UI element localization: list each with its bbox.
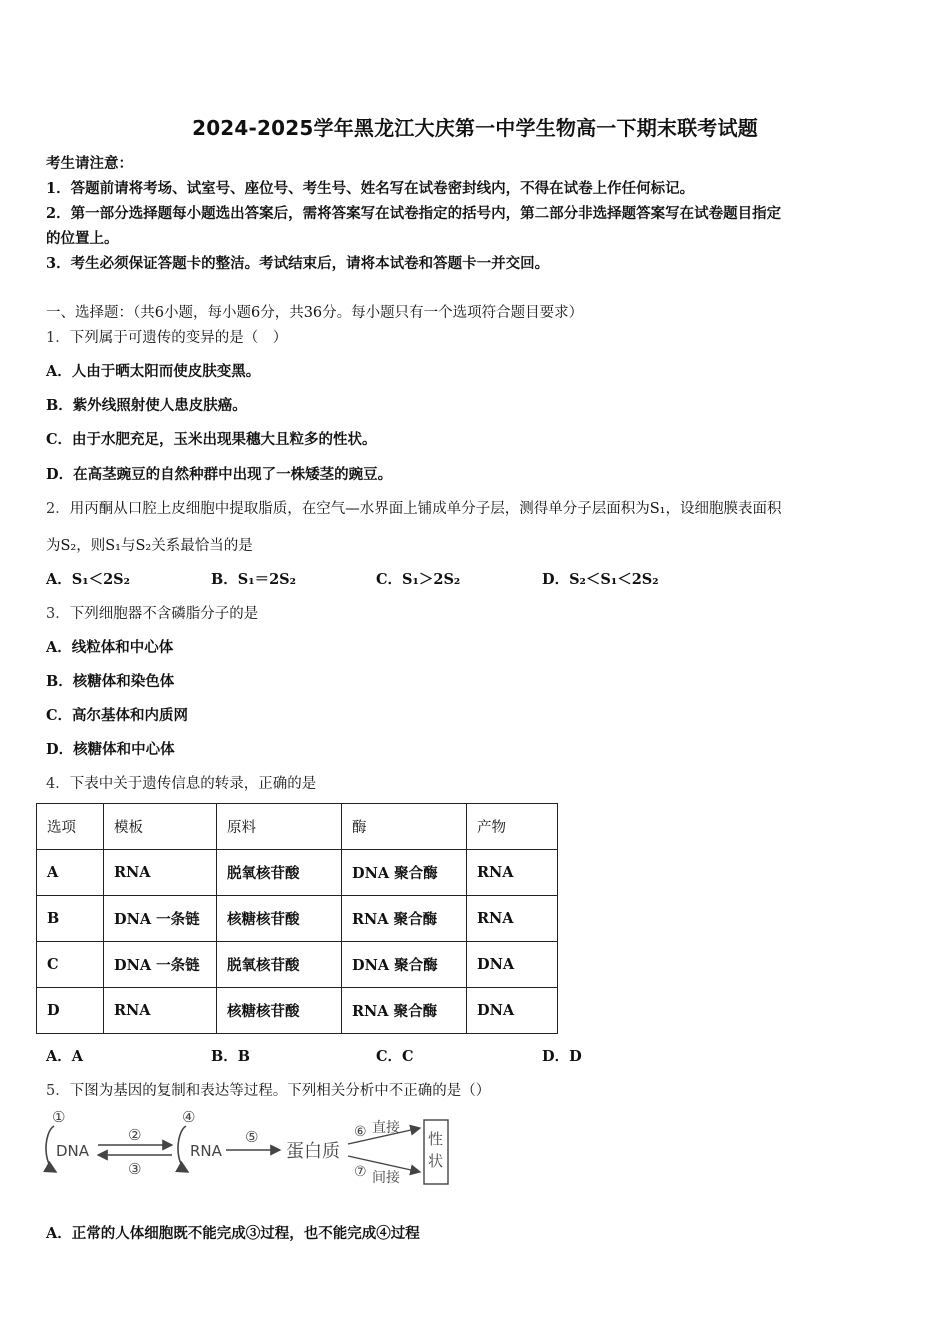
question-number: 4． [46, 776, 70, 792]
indirect-label: 间接 [372, 1170, 400, 1186]
question-number: 5． [46, 1083, 70, 1099]
q1-option-d[interactable]: D．在高茎豌豆的自然种群中出现了一株矮茎的豌豆。 [46, 466, 393, 483]
table-header: 模板 [104, 804, 217, 850]
table-cell: 脱氧核苷酸 [217, 850, 342, 896]
q4-option-b[interactable]: B．B [211, 1048, 251, 1065]
notice-item-2: 2．第一部分选择题每小题选出答案后，需将答案写在试卷指定的括号内，第二部分非选择题答案写在试卷题目指定 [46, 205, 782, 222]
q1-option-b[interactable]: B．紫外线照射使人患皮肤癌。 [46, 397, 247, 414]
question-stem: 下列细胞器不含磷脂分子的是 [69, 606, 259, 622]
q2-option-d[interactable]: D．S₂＜S₁＜2S₂ [542, 571, 659, 588]
q3-option-d[interactable]: D．核糖体和中心体 [46, 741, 175, 758]
rna-label: RNA [190, 1142, 222, 1160]
rna-replication-loop [178, 1126, 188, 1172]
direct-label: 直接 [372, 1120, 400, 1136]
question-5 [46, 1079, 490, 1100]
trait-char: 性 [428, 1130, 444, 1148]
question-stem: 用丙酮从口腔上皮细胞中提取脂质，在空气—水界面上铺成单分子层，测得单分子层面积为S₁，设细胞膜表面积 [69, 501, 782, 517]
q2-option-c[interactable]: C．S₁＞2S₂ [376, 571, 461, 588]
table-cell: RNA [104, 850, 217, 896]
notice-heading: 考生请注意： [46, 155, 133, 172]
table-cell: RNA 聚合酶 [342, 988, 467, 1034]
table-cell: D [37, 988, 104, 1034]
step-3-label: ③ [128, 1160, 142, 1178]
table-row [37, 896, 558, 942]
question-2 [46, 497, 781, 518]
q4-option-c[interactable]: C．C [376, 1048, 414, 1065]
table-cell: DNA 聚合酶 [342, 850, 467, 896]
table-cell: A [37, 850, 104, 896]
section-heading: 一、选择题：（共6小题，每小题6分，共36分。每小题只有一个选项符合题目要求） [46, 305, 584, 321]
q5-option-a[interactable]: A．正常的人体细胞既不能完成③过程，也不能完成④过程 [46, 1225, 420, 1242]
q1-option-a[interactable]: A．人由于晒太阳而使皮肤变黑。 [46, 363, 261, 380]
question-number: 3． [46, 606, 70, 622]
table-cell: DNA 聚合酶 [342, 942, 467, 988]
table-cell: C [37, 942, 104, 988]
step-6-label: ⑥ [354, 1124, 367, 1140]
table-cell: RNA 聚合酶 [342, 896, 467, 942]
q4-option-a[interactable]: A．A [46, 1048, 84, 1065]
table-header: 选项 [37, 804, 104, 850]
gene-expression-diagram [40, 1106, 460, 1190]
table-cell: 脱氧核苷酸 [217, 942, 342, 988]
page-title: 2024-2025学年黑龙江大庆第一中学生物高一下期末联考试题 [192, 116, 758, 140]
notice-item-1: 1．答题前请将考场、试室号、座位号、考生号、姓名写在试卷密封线内，不得在试卷上作任何标记。 [46, 180, 695, 197]
step-4-label: ④ [182, 1108, 196, 1126]
table-header-row [37, 804, 558, 850]
table-cell: 核糖核苷酸 [217, 988, 342, 1034]
question-4 [46, 772, 316, 793]
table-row [37, 850, 558, 896]
trait-char: 状 [428, 1152, 444, 1170]
protein-label: 蛋白质 [286, 1141, 340, 1162]
table-cell: RNA [104, 988, 217, 1034]
q4-option-d[interactable]: D．D [542, 1048, 582, 1065]
table-header: 产物 [467, 804, 558, 850]
q3-option-a[interactable]: A．线粒体和中心体 [46, 639, 174, 656]
q1-option-c[interactable]: C．由于水肥充足，玉米出现果穗大且粒多的性状。 [46, 431, 377, 448]
table-cell: RNA [467, 850, 558, 896]
notice-item-2-cont: 的位置上。 [46, 230, 119, 247]
table-cell: RNA [467, 896, 558, 942]
table-cell: B [37, 896, 104, 942]
dna-replication-loop [46, 1126, 56, 1172]
notice-item-3: 3．考生必须保证答题卡的整洁。考试结束后，请将本试卷和答题卡一并交回。 [46, 255, 550, 272]
table-header: 酶 [342, 804, 467, 850]
table-row [37, 942, 558, 988]
question-number: 2． [46, 501, 70, 517]
dna-label: DNA [56, 1142, 90, 1160]
q3-option-c[interactable]: C．高尔基体和内质网 [46, 707, 189, 724]
question-1 [46, 326, 287, 347]
question-number: 1． [46, 330, 70, 346]
q2-option-b[interactable]: B．S₁＝2S₂ [211, 571, 296, 588]
q2-option-a[interactable]: A．S₁＜2S₂ [46, 571, 130, 588]
table-cell: DNA 一条链 [104, 896, 217, 942]
table-row [37, 988, 558, 1034]
step-2-label: ② [128, 1126, 142, 1144]
question-stem: 下列属于可遗传的变异的是（ ） [69, 330, 288, 346]
question-stem: 下表中关于遗传信息的转录，正确的是 [69, 776, 317, 792]
q3-option-b[interactable]: B．核糖体和染色体 [46, 673, 175, 690]
table-cell: DNA [467, 942, 558, 988]
step-5-label: ⑤ [245, 1128, 259, 1146]
trait-label [428, 1130, 443, 1170]
question-2-cont: 为S₂，则S₁与S₂关系最恰当的是 [46, 538, 253, 554]
table-cell: 核糖核苷酸 [217, 896, 342, 942]
question-stem: 下图为基因的复制和表达等过程。下列相关分析中不正确的是（） [69, 1083, 491, 1099]
transcription-table [36, 803, 558, 1034]
question-3 [46, 602, 258, 623]
table-cell: DNA 一条链 [104, 942, 217, 988]
table-cell: DNA [467, 988, 558, 1034]
step-7-label: ⑦ [354, 1164, 367, 1180]
step-1-label: ① [52, 1108, 66, 1126]
table-header: 原料 [217, 804, 342, 850]
